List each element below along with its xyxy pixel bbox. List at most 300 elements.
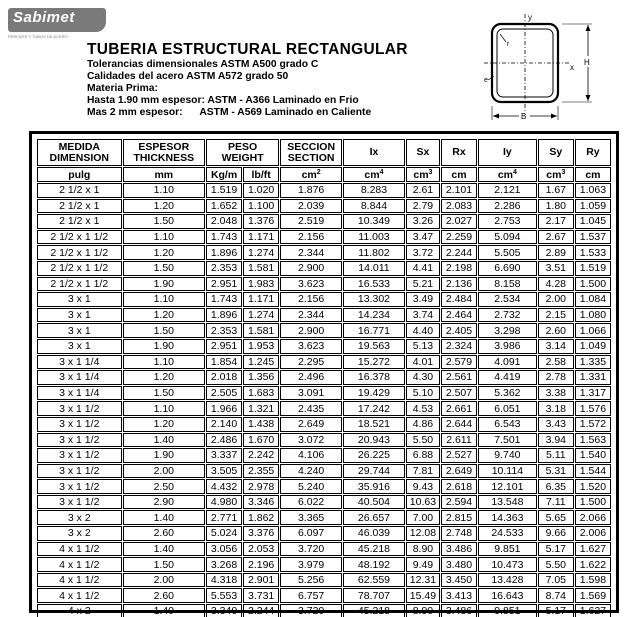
cell-medida: 4 x 1 1/2 (37, 557, 122, 572)
cell-rx: 2.815 (441, 510, 477, 525)
cell-espesor: 1.90 (123, 448, 205, 463)
header-row (37, 139, 611, 166)
cell-ry: 1.544 (575, 464, 611, 479)
table-row (37, 230, 611, 245)
cell-lbft: 2.242 (243, 448, 279, 463)
table-row (37, 355, 611, 370)
x-axis-label: x (570, 63, 574, 72)
cell-sy: 2.89 (538, 245, 574, 260)
cell-sy: 6.35 (538, 479, 574, 494)
cell-iy: 2.534 (478, 292, 537, 307)
cell-kgm: 2.486 (206, 433, 242, 448)
cell-iy: 2.121 (478, 183, 537, 198)
col-header-iy: Iy (478, 139, 537, 166)
table-row (37, 214, 611, 229)
cell-medida: 2 1/2 x 1 1/2 (37, 230, 122, 245)
cell-lbft: 1.245 (243, 355, 279, 370)
cell-medida: 3 x 1 1/4 (37, 386, 122, 401)
unit-rx: cm (441, 167, 477, 182)
table-row (37, 526, 611, 541)
cell-rx: 3.413 (441, 588, 477, 603)
cell-iy: 9.851 (478, 542, 537, 557)
cell-seccion: 3.979 (280, 557, 342, 572)
cell-iy: 13.548 (478, 495, 537, 510)
cell-seccion: 6.757 (280, 588, 342, 603)
cell-sx: 15.49 (406, 588, 440, 603)
logo-subtitle: PERFILES Y TUBOS DE ACERO (8, 34, 68, 39)
cell-medida: 3 x 1 1/4 (37, 370, 122, 385)
cell-ix: 45.218 (343, 604, 405, 617)
cell-kgm: 1.743 (206, 292, 242, 307)
cell-seccion: 4.106 (280, 448, 342, 463)
cell-sy: 2.58 (538, 355, 574, 370)
cell-ix: 14.011 (343, 261, 405, 276)
cell-seccion: 1.876 (280, 183, 342, 198)
cell-medida: 4 x 2 (37, 604, 122, 617)
cell-medida: 3 x 1 (37, 339, 122, 354)
cell-rx: 2.101 (441, 183, 477, 198)
cell-lbft: 1.953 (243, 339, 279, 354)
cell-sy: 2.17 (538, 214, 574, 229)
cell-sy: 7.11 (538, 495, 574, 510)
cell-medida: 4 x 1 1/2 (37, 573, 122, 588)
cell-lbft: 1.171 (243, 292, 279, 307)
cell-rx: 2.259 (441, 230, 477, 245)
cell-ry: 1.317 (575, 386, 611, 401)
cell-rx: 2.405 (441, 323, 477, 338)
table-row (37, 464, 611, 479)
cell-kgm: 1.519 (206, 183, 242, 198)
cell-ry: 1.331 (575, 370, 611, 385)
cell-kgm: 2.771 (206, 510, 242, 525)
cell-sy: 5.17 (538, 542, 574, 557)
cell-sx: 7.00 (406, 510, 440, 525)
cell-seccion: 2.156 (280, 292, 342, 307)
unit-ix: $cm^4$ (343, 167, 405, 182)
cell-seccion: 2.649 (280, 417, 342, 432)
cell-espesor: 2.00 (123, 464, 205, 479)
cell-kgm: 2.018 (206, 370, 242, 385)
cell-rx: 2.618 (441, 479, 477, 494)
cell-medida: 4 x 1 1/2 (37, 542, 122, 557)
cell-iy: 5.362 (478, 386, 537, 401)
cell-espesor: 1.10 (123, 401, 205, 416)
cell-kgm: 4.318 (206, 573, 242, 588)
cell-iy: 14.363 (478, 510, 537, 525)
cell-ix: 18.521 (343, 417, 405, 432)
cell-rx: 2.594 (441, 495, 477, 510)
cell-medida: 3 x 1 1/2 (37, 495, 122, 510)
cell-espesor: 2.00 (123, 573, 205, 588)
cell-sx: 2.61 (406, 183, 440, 198)
unit-espesor: mm (123, 167, 205, 182)
cell-sx: 12.31 (406, 573, 440, 588)
cell-medida: 3 x 1 (37, 308, 122, 323)
cell-medida: 2 1/2 x 1 (37, 199, 122, 214)
col-header-seccion: SECCION SECTION (280, 139, 342, 166)
cell-espesor: 1.20 (123, 199, 205, 214)
cell-medida: 3 x 1 1/4 (37, 355, 122, 370)
cell-ix: 26.225 (343, 448, 405, 463)
cell-lbft: 1.581 (243, 323, 279, 338)
cell-ix: 46.039 (343, 526, 405, 541)
cell-ix: 16.378 (343, 370, 405, 385)
cell-ry: 1.335 (575, 355, 611, 370)
cell-ry: 1.563 (575, 433, 611, 448)
table-row (37, 604, 611, 617)
cell-ry: 1.540 (575, 448, 611, 463)
cell-ix: 8.283 (343, 183, 405, 198)
cell-espesor: 1.50 (123, 214, 205, 229)
cell-ix: 29.744 (343, 464, 405, 479)
cell-espesor: 1.10 (123, 355, 205, 370)
unit-iy: $cm^4$ (478, 167, 537, 182)
cell-ix: 8.844 (343, 199, 405, 214)
table-row (37, 433, 611, 448)
cell-seccion: 2.900 (280, 261, 342, 276)
table-row (37, 292, 611, 307)
cell-sy: 1.80 (538, 199, 574, 214)
table-row (37, 183, 611, 198)
cell-sy: 5.65 (538, 510, 574, 525)
table-row (37, 199, 611, 214)
col-header-sy: Sy (538, 139, 574, 166)
table-row (37, 417, 611, 432)
cell-iy: 6.051 (478, 401, 537, 416)
header-line-tolerancias: Tolerancias dimensionales ASTM A500 grado C (87, 59, 319, 70)
cell-lbft: 1.356 (243, 370, 279, 385)
cell-seccion: 3.091 (280, 386, 342, 401)
cell-iy: 12.101 (478, 479, 537, 494)
document-header (87, 41, 477, 119)
cell-seccion: 2.295 (280, 355, 342, 370)
cell-ix: 16.771 (343, 323, 405, 338)
cell-sy: 9.66 (538, 526, 574, 541)
cell-medida: 2 1/2 x 1 (37, 183, 122, 198)
cell-ix: 20.943 (343, 433, 405, 448)
cell-sy: 2.60 (538, 323, 574, 338)
cell-sy: 5.50 (538, 557, 574, 572)
cell-iy: 4.419 (478, 370, 537, 385)
cell-sx: 7.81 (406, 464, 440, 479)
table-row (37, 370, 611, 385)
cell-ix: 45.218 (343, 542, 405, 557)
cell-medida: 3 x 2 (37, 510, 122, 525)
cell-kgm: 5.024 (206, 526, 242, 541)
cell-rx: 2.198 (441, 261, 477, 276)
cell-lbft: 1.274 (243, 245, 279, 260)
cell-medida: 3 x 2 (37, 526, 122, 541)
radius-line (500, 34, 506, 42)
cell-medida: 2 1/2 x 1 1/2 (37, 277, 122, 292)
cell-ry: 1.520 (575, 479, 611, 494)
cell-medida: 3 x 1 1/2 (37, 433, 122, 448)
cell-iy: 2.732 (478, 308, 537, 323)
cell-lbft: 2.901 (243, 573, 279, 588)
cell-rx: 2.561 (441, 370, 477, 385)
table-row (37, 448, 611, 463)
unit-ry: cm (575, 167, 611, 182)
cell-kgm: 1.743 (206, 230, 242, 245)
cell-ix: 19.563 (343, 339, 405, 354)
cell-sx: 5.50 (406, 433, 440, 448)
cell-ix: 15.272 (343, 355, 405, 370)
cell-sx: 5.21 (406, 277, 440, 292)
col-header-ry: Ry (575, 139, 611, 166)
cell-kgm: 3.505 (206, 464, 242, 479)
cell-sx: 4.01 (406, 355, 440, 370)
cell-espesor: 1.20 (123, 245, 205, 260)
table-row (37, 386, 611, 401)
cell-seccion: 2.344 (280, 245, 342, 260)
cell-medida: 4 x 1 1/2 (37, 588, 122, 603)
cell-kgm: 1.896 (206, 245, 242, 260)
cell-espesor: 1.40 (123, 604, 205, 617)
unit-sy: $cm^3$ (538, 167, 574, 182)
cell-iy: 24.533 (478, 526, 537, 541)
cell-rx: 3.450 (441, 573, 477, 588)
cell-sx: 3.74 (406, 308, 440, 323)
cell-sy: 4.28 (538, 277, 574, 292)
cell-lbft: 1.670 (243, 433, 279, 448)
cell-lbft: 1.376 (243, 214, 279, 229)
cell-ix: 48.192 (343, 557, 405, 572)
cell-rx: 2.611 (441, 433, 477, 448)
cell-rx: 3.480 (441, 557, 477, 572)
table-row (37, 308, 611, 323)
cell-sy: 3.51 (538, 261, 574, 276)
cell-sy: 8.74 (538, 588, 574, 603)
cell-sx: 5.13 (406, 339, 440, 354)
cell-kgm: 3.056 (206, 542, 242, 557)
thickness-label: e (484, 77, 488, 84)
cell-iy: 13.428 (478, 573, 537, 588)
cell-seccion: 3.072 (280, 433, 342, 448)
table-row (37, 261, 611, 276)
cell-lbft: 1.171 (243, 230, 279, 245)
cell-lbft: 1.321 (243, 401, 279, 416)
cell-ix: 11.003 (343, 230, 405, 245)
cell-sy: 2.78 (538, 370, 574, 385)
logo-text: Sabimet (13, 9, 75, 26)
cell-ry: 1.500 (575, 277, 611, 292)
cell-sx: 4.53 (406, 401, 440, 416)
cell-sx: 3.49 (406, 292, 440, 307)
cell-lbft: 1.100 (243, 199, 279, 214)
cell-sy: 5.17 (538, 604, 574, 617)
cell-ry: 1.598 (575, 573, 611, 588)
cell-sx: 8.90 (406, 542, 440, 557)
table-row (37, 510, 611, 525)
cell-kgm: 2.951 (206, 339, 242, 354)
cell-lbft: 2.355 (243, 464, 279, 479)
unit-medida: pulg (37, 167, 122, 182)
cell-sx: 10.63 (406, 495, 440, 510)
cell-sx: 5.10 (406, 386, 440, 401)
cell-kgm: 3.340 (206, 604, 242, 617)
cell-kgm: 1.854 (206, 355, 242, 370)
cell-sy: 3.14 (538, 339, 574, 354)
col-header-peso: PESO WEIGHT (206, 139, 279, 166)
cell-iy: 2.286 (478, 199, 537, 214)
cell-espesor: 1.50 (123, 261, 205, 276)
cell-seccion: 3.623 (280, 339, 342, 354)
cell-ry: 2.006 (575, 526, 611, 541)
cell-rx: 2.136 (441, 277, 477, 292)
table-row (37, 573, 611, 588)
cell-iy: 10.473 (478, 557, 537, 572)
cell-seccion: 2.156 (280, 230, 342, 245)
cell-ix: 19.429 (343, 386, 405, 401)
table-row (37, 588, 611, 603)
cell-kgm: 2.140 (206, 417, 242, 432)
cell-ry: 1.519 (575, 261, 611, 276)
unit-seccion: $cm^2$ (280, 167, 342, 182)
cell-kgm: 2.505 (206, 386, 242, 401)
cell-kgm: 4.432 (206, 479, 242, 494)
cell-sy: 5.31 (538, 464, 574, 479)
cell-espesor: 1.20 (123, 417, 205, 432)
cell-iy: 6.543 (478, 417, 537, 432)
table-row (37, 401, 611, 416)
cell-rx: 2.649 (441, 464, 477, 479)
cell-espesor: 1.50 (123, 386, 205, 401)
cell-medida: 3 x 1 1/2 (37, 448, 122, 463)
cell-seccion: 3.720 (280, 604, 342, 617)
y-axis-label: y (528, 13, 532, 22)
cell-rx: 2.464 (441, 308, 477, 323)
cell-seccion: 2.519 (280, 214, 342, 229)
cell-lbft: 1.438 (243, 417, 279, 432)
cell-sy: 3.18 (538, 401, 574, 416)
cell-sy: 5.11 (538, 448, 574, 463)
cell-iy: 2.753 (478, 214, 537, 229)
cell-iy: 10.114 (478, 464, 537, 479)
cell-ry: 2.066 (575, 510, 611, 525)
cell-ix: 78.707 (343, 588, 405, 603)
cell-ry: 1.569 (575, 588, 611, 603)
cell-rx: 2.324 (441, 339, 477, 354)
cell-kgm: 2.353 (206, 261, 242, 276)
cell-medida: 2 1/2 x 1 1/2 (37, 261, 122, 276)
radius-label: r (507, 41, 510, 48)
properties-table (36, 138, 612, 617)
cell-kgm: 2.048 (206, 214, 242, 229)
cell-medida: 3 x 1 (37, 323, 122, 338)
cell-ry: 1.500 (575, 495, 611, 510)
cell-iy: 3.986 (478, 339, 537, 354)
cell-ix: 14.234 (343, 308, 405, 323)
cell-medida: 3 x 1 1/2 (37, 464, 122, 479)
cell-sx: 6.88 (406, 448, 440, 463)
cell-sx: 4.41 (406, 261, 440, 276)
col-header-rx: Rx (441, 139, 477, 166)
cell-iy: 7.501 (478, 433, 537, 448)
cell-lbft: 1.983 (243, 277, 279, 292)
cell-ix: 40.504 (343, 495, 405, 510)
cell-rx: 2.484 (441, 292, 477, 307)
cell-sy: 7.05 (538, 573, 574, 588)
cell-rx: 3.486 (441, 604, 477, 617)
cell-sx: 3.26 (406, 214, 440, 229)
cell-kgm: 2.951 (206, 277, 242, 292)
cell-rx: 2.083 (441, 199, 477, 214)
cell-medida: 2 1/2 x 1 1/2 (37, 245, 122, 260)
cell-ry: 1.627 (575, 542, 611, 557)
cell-kgm: 1.966 (206, 401, 242, 416)
cell-ix: 13.302 (343, 292, 405, 307)
height-label: H (584, 58, 590, 67)
cell-rx: 2.661 (441, 401, 477, 416)
cell-ry: 1.622 (575, 557, 611, 572)
cell-sx: 9.49 (406, 557, 440, 572)
cell-ry: 1.572 (575, 417, 611, 432)
cell-sy: 2.00 (538, 292, 574, 307)
cross-section-diagram (480, 10, 605, 122)
cell-iy: 16.643 (478, 588, 537, 603)
cell-sx: 3.47 (406, 230, 440, 245)
company-logo (8, 8, 106, 39)
cell-ix: 17.242 (343, 401, 405, 416)
cell-seccion: 2.344 (280, 308, 342, 323)
cell-sx: 12.08 (406, 526, 440, 541)
cell-medida: 3 x 1 1/2 (37, 479, 122, 494)
col-header-espesor: ESPESOR THICKNESS (123, 139, 205, 166)
cell-medida: 3 x 1 (37, 292, 122, 307)
cell-sx: 2.79 (406, 199, 440, 214)
cell-iy: 9.851 (478, 604, 537, 617)
cell-espesor: 2.90 (123, 495, 205, 510)
table-row (37, 323, 611, 338)
cell-sy: 2.67 (538, 230, 574, 245)
cell-sy: 2.15 (538, 308, 574, 323)
cell-lbft: 1.581 (243, 261, 279, 276)
cell-sx: 4.86 (406, 417, 440, 432)
cell-lbft: 2.053 (243, 542, 279, 557)
cell-sx: 3.72 (406, 245, 440, 260)
col-header-medida: MEDIDA DIMENSION (37, 139, 122, 166)
cell-kgm: 1.652 (206, 199, 242, 214)
cell-ry: 1.084 (575, 292, 611, 307)
unit-sx: $cm^3$ (406, 167, 440, 182)
cell-seccion: 2.039 (280, 199, 342, 214)
cell-lbft: 1.683 (243, 386, 279, 401)
cell-espesor: 1.10 (123, 230, 205, 245)
cell-lbft: 1.274 (243, 308, 279, 323)
cell-kgm: 5.553 (206, 588, 242, 603)
table-row (37, 557, 611, 572)
cell-rx: 2.579 (441, 355, 477, 370)
cell-lbft: 3.731 (243, 588, 279, 603)
cell-espesor: 1.40 (123, 510, 205, 525)
cell-ry: 1.063 (575, 183, 611, 198)
cell-seccion: 2.900 (280, 323, 342, 338)
cell-ry: 1.533 (575, 245, 611, 260)
cell-seccion: 2.435 (280, 401, 342, 416)
header-line-materia-prima: Materia Prima: (87, 83, 158, 94)
cell-espesor: 1.10 (123, 292, 205, 307)
cell-sy: 1.67 (538, 183, 574, 198)
cell-ix: 10.349 (343, 214, 405, 229)
cell-espesor: 2.60 (123, 588, 205, 603)
cell-ix: 16.533 (343, 277, 405, 292)
cell-kgm: 1.896 (206, 308, 242, 323)
cell-espesor: 1.20 (123, 370, 205, 385)
cell-rx: 2.644 (441, 417, 477, 432)
header-line-laminado-frio: Hasta 1.90 mm espesor: ASTM - A366 Laminado en Frio (87, 95, 359, 106)
cell-espesor: 1.20 (123, 308, 205, 323)
cell-medida: 3 x 1 1/2 (37, 417, 122, 432)
